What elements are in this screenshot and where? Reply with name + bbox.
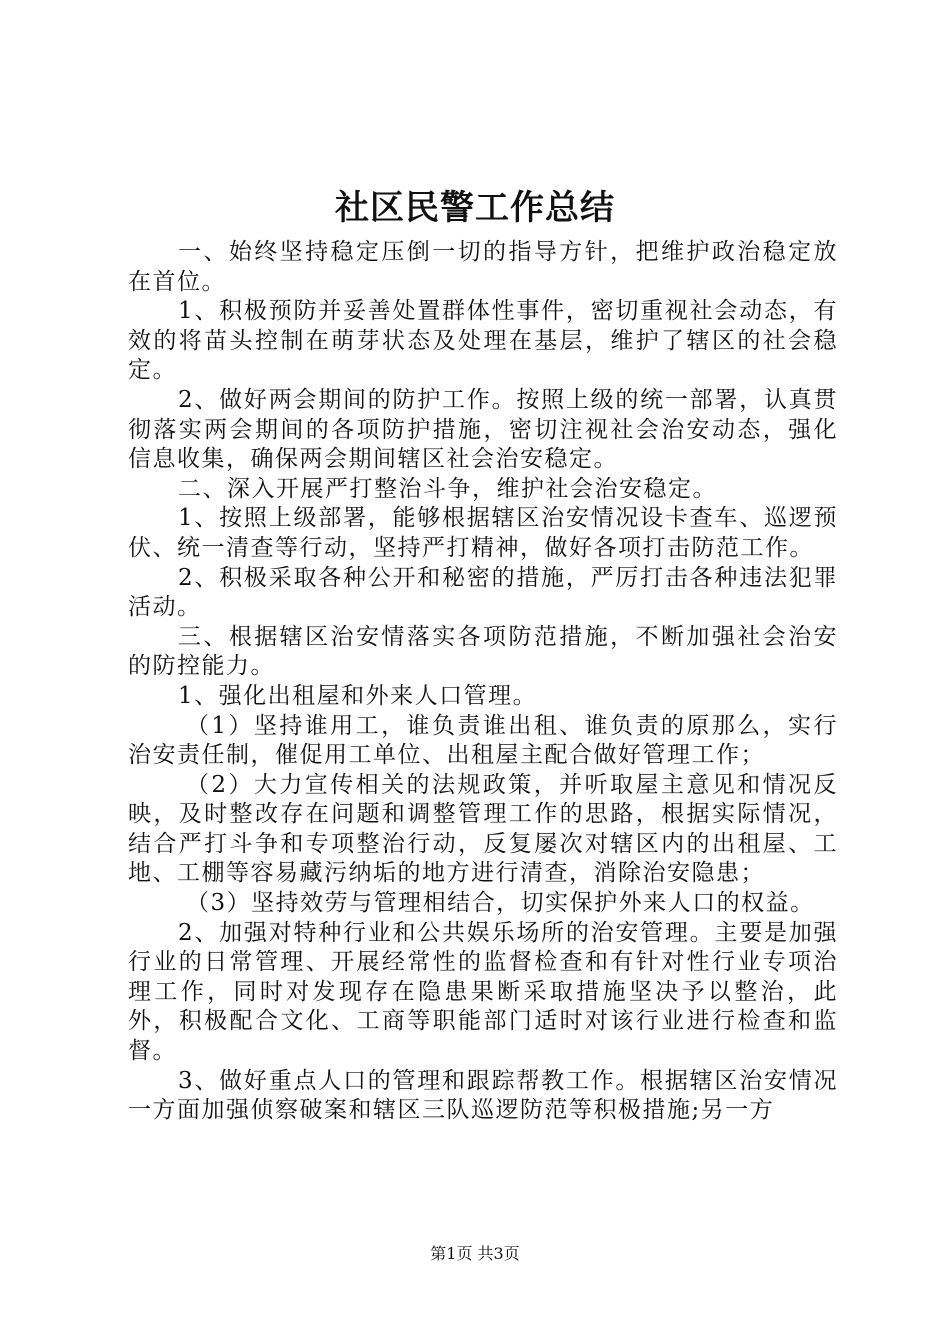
paragraph: （1）坚持谁用工，谁负责谁出租、谁负责的原那么，实行治安责任制，催促用工单位、出租屋主配合做好管理工作； [128,712,838,769]
paragraph: （3）坚持效劳与管理相结合，切实保护外来人口的权益。 [186,890,815,917]
paragraph: 1、按照上级部署，能够根据辖区治安情况设卡查车、巡逻预伏、统一清查等行动，坚持严打精神，做好各项打击防范工作。 [128,505,838,561]
paragraph: （2）大力宣传相关的法规政策，并听取屋主意见和情况反映，及时整改存在问题和调整管理工作的思路，根据实际情况，结合严打斗争和专项整治行动，反复屡次对辖区内的出租屋、工地、工棚等容易藏污纳垢的地方进行清查，消除治安隐患； [128,771,838,887]
page-number-footer: 第1页 共3页 [430,1244,520,1263]
paragraph: 一、始终坚持稳定压倒一切的指导方针，把维护政治稳定放在首位。 [128,239,838,295]
paragraph: 2、做好两会期间的防护工作。按照上级的统一部署，认真贯彻落实两会期间的各项防护措施，密切注视社会治安动态，强化信息收集，确保两会期间辖区社会治安稳定。 [128,386,838,473]
document-title: 社区民警工作总结 [335,188,615,228]
paragraph: 3、做好重点人口的管理和跟踪帮教工作。根据辖区治安情况一方面加强侦察破案和辖区三队巡逻防范等积极措施;另一方 [128,1067,838,1124]
paragraph: 二、深入开展严打整治斗争，维护社会治安稳定。 [178,475,717,502]
paragraph: 2、加强对特种行业和公共娱乐场所的治安管理。主要是加强行业的日常管理、开展经常性的监督检查和有针对性行业专项治理工作，同时对发现存在隐患果断采取措施坚决予以整治，此外，积极配合文化、工商等职能部门适时对该行业进行检查和监督。 [128,919,838,1065]
document-body [128,238,838,1126]
paragraph: 1、强化出租屋和外来人口管理。 [178,682,538,709]
paragraph: 三、根据辖区治安情落实各项防范措施，不断加强社会治安的防控能力。 [128,623,838,680]
paragraph: 1、积极预防并妥善处置群体性事件，密切重视社会动态，有效的将苗头控制在萌芽状态及处理在基层，维护了辖区的社会稳定。 [128,298,838,384]
paragraph: 2、积极采取各种公开和秘密的措施，严厉打击各种违法犯罪活动。 [128,564,838,621]
